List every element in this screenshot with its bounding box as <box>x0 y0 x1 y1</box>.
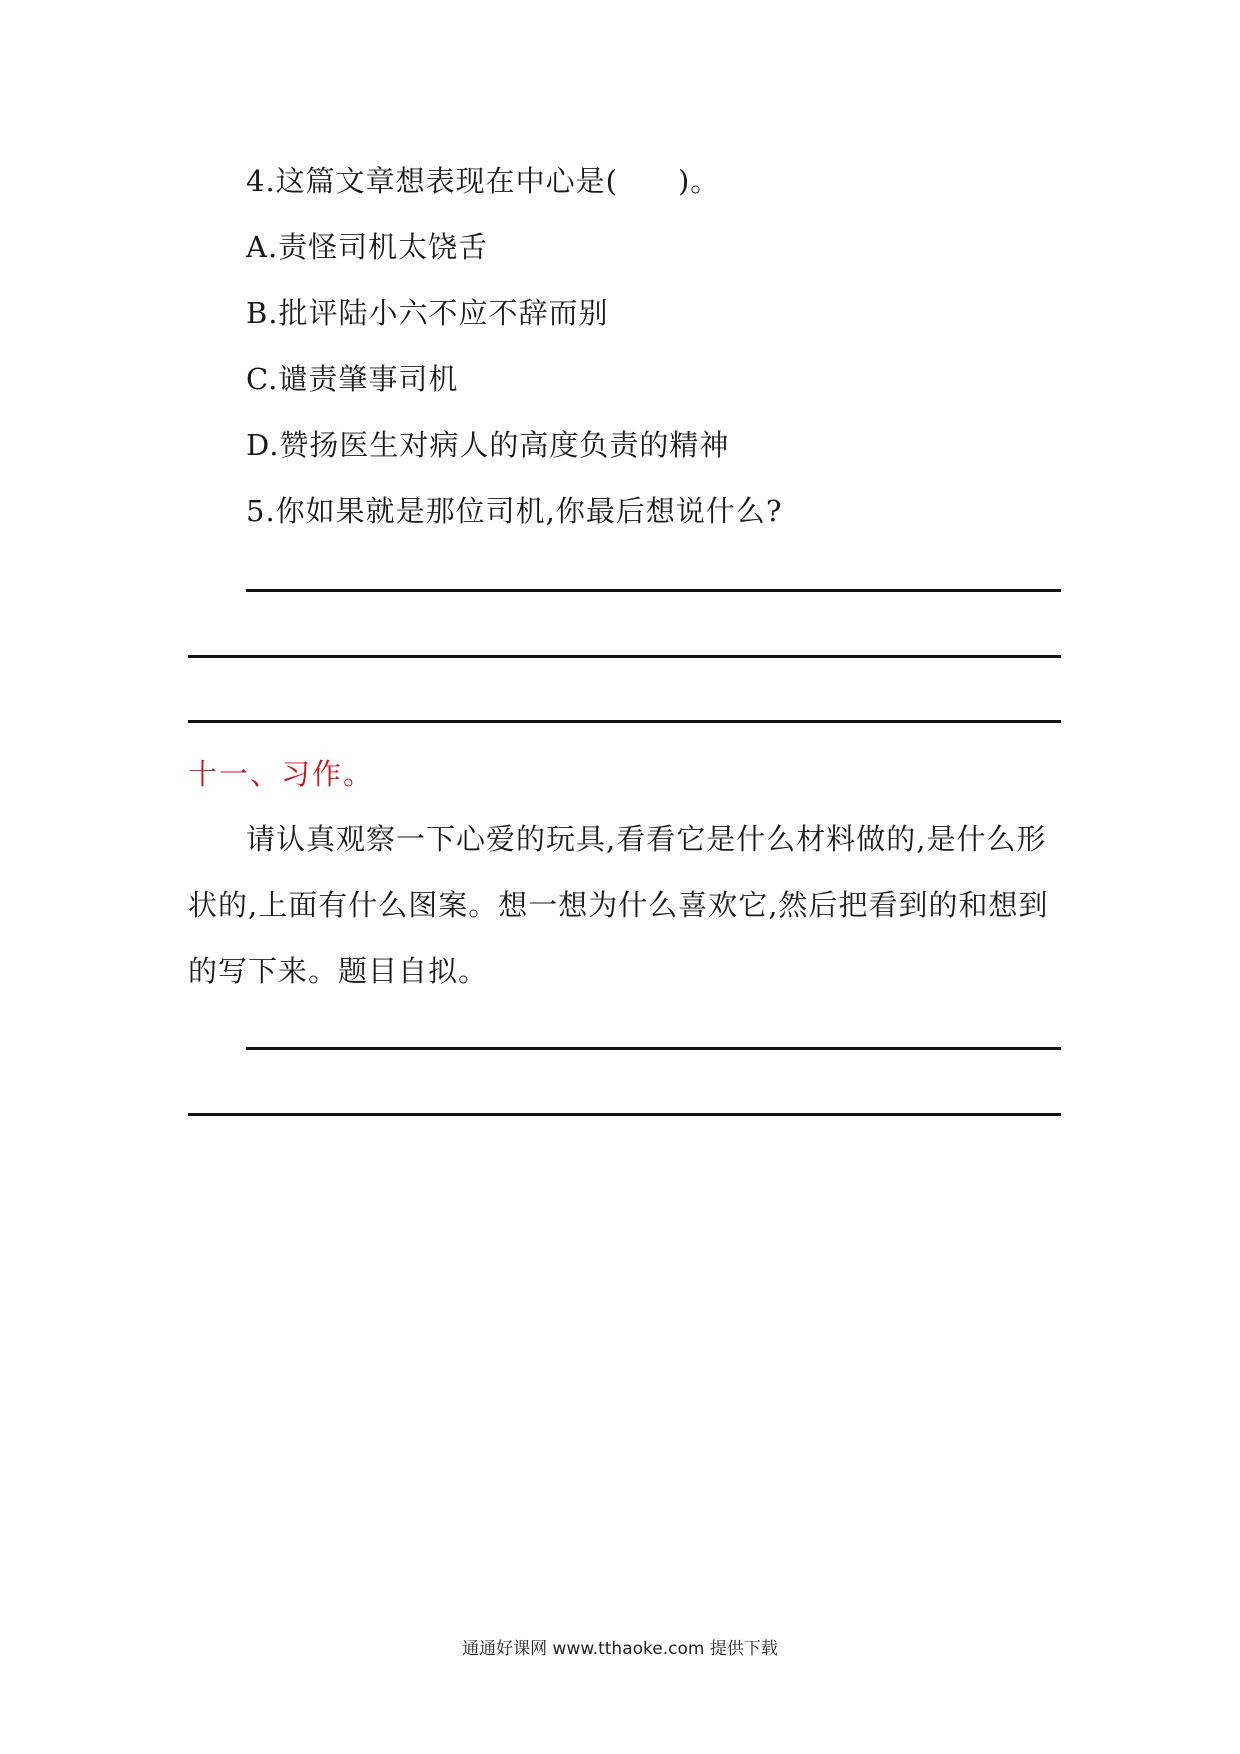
footer-credit: 通通好课网 www.tthaoke.com 提供下载 <box>462 1639 778 1659</box>
question-4-stem: 4.这篇文章想表现在中心是( )。 <box>246 164 721 198</box>
question-4-option-d: D.赞扬医生对病人的高度负责的精神 <box>246 428 730 462</box>
question-4-option-b: B.批评陆小六不应不辞而别 <box>246 296 609 330</box>
answer-line-1[interactable] <box>246 589 1061 592</box>
answer-line-3[interactable] <box>188 720 1061 723</box>
question-4-option-c: C.谴责肇事司机 <box>246 362 459 396</box>
composition-line-2[interactable] <box>188 1113 1061 1116</box>
section-11-prompt: 请认真观察一下心爱的玩具,看看它是什么材料做的,是什么形状的,上面有什么图案。想一想为什么喜欢它,然后把看到的和想到的写下来。题目自拟。 <box>188 822 1049 988</box>
question-5-stem: 5.你如果就是那位司机,你最后想说什么? <box>246 494 783 528</box>
composition-line-1[interactable] <box>246 1047 1061 1050</box>
section-11-title: 十一、习作。 <box>188 757 375 791</box>
question-4-option-a: A.责怪司机太饶舌 <box>246 230 489 264</box>
answer-line-2[interactable] <box>188 655 1061 658</box>
